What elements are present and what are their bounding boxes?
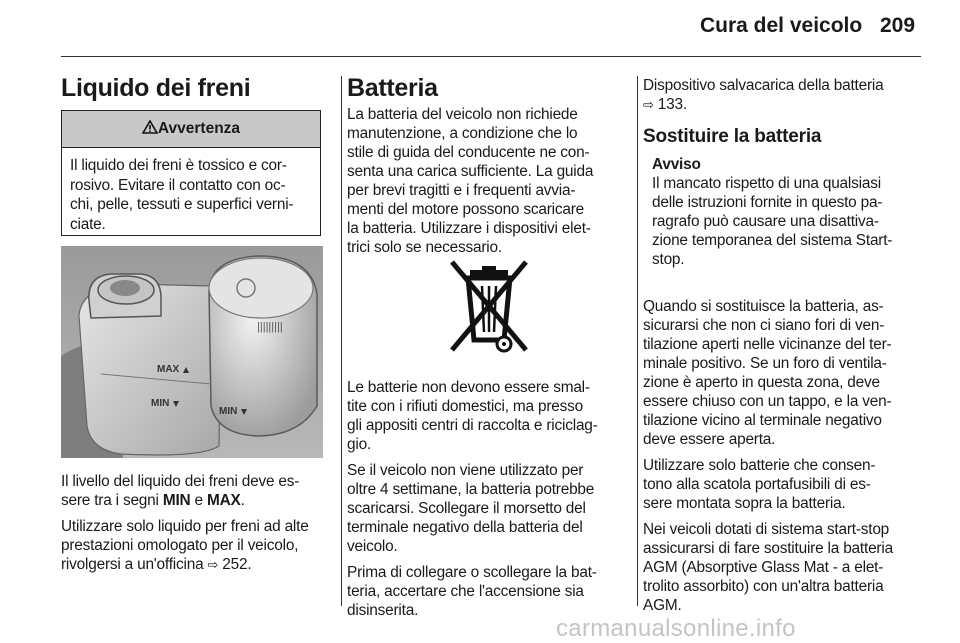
warning-box bbox=[61, 110, 321, 236]
replace-battery-title: Sostituire la batteria bbox=[643, 126, 822, 147]
page-reference-link[interactable]: 133. bbox=[657, 96, 687, 113]
brake-fluid-reservoir-photo bbox=[61, 246, 323, 458]
warning-line: rosivo. Evitare il contatto con oc- bbox=[70, 176, 286, 194]
page-number: 209 bbox=[880, 14, 916, 37]
column-divider-2 bbox=[637, 76, 638, 606]
replace-battery-text bbox=[643, 297, 927, 622]
warning-line: ciate. bbox=[70, 215, 106, 233]
header-title: Cura del veicolo bbox=[700, 14, 863, 37]
crossed-out-wheelie-bin-icon bbox=[432, 258, 546, 358]
warning-line: chi, pelle, tessuti e superfici verni- bbox=[70, 196, 294, 213]
battery-title: Batteria bbox=[347, 74, 438, 102]
warning-text bbox=[62, 148, 320, 234]
connect-paragraph: Prima di collegare o scollegare la bat- teria, accertare che l'accensione sia disinserita. bbox=[347, 564, 597, 619]
warning-line: Il liquido dei freni è tossico e cor- bbox=[70, 157, 287, 174]
battery-text bbox=[347, 378, 633, 627]
brake-fluid-title: Liquido dei freni bbox=[61, 74, 251, 102]
header-rule bbox=[61, 56, 921, 57]
min-mark-2: MIN bbox=[219, 406, 238, 417]
warning-triangle-icon bbox=[142, 120, 158, 134]
brake-fluid-text bbox=[61, 472, 327, 582]
page-reference-link[interactable]: 252. bbox=[222, 556, 252, 573]
column-divider-1 bbox=[341, 76, 342, 606]
page-reference-arrow-icon: ⇨ bbox=[643, 98, 654, 113]
battery-intro: La batteria del veicolo non richiede manutenzione, a condizione che lo stile di guida del conducente ne con- senta una carica sufficiente. La guida per brevi tragitti e i frequenti avvia- menti del motore possono scaricare la batteria. Utilizzare i dispositivi elet- trici solo se necessario. bbox=[347, 106, 594, 256]
max-mark: MAX bbox=[157, 364, 180, 375]
min-mark-1: MIN bbox=[151, 398, 170, 409]
fuse-paragraph: Utilizzare solo batterie che consen- tono alla scatola portafusibili di es- sere montata sopra la batteria. bbox=[643, 457, 876, 512]
disposal-paragraph: Le batterie non devono essere smal- tite con i rifiuti domestici, ma presso gli appositi centri di raccolta e riciclag- gio. bbox=[347, 379, 598, 453]
notice-block: Avviso Il mancato rispetto di una qualsiasi delle istruzioni fornite in questo pa- ragrafo può causare una disattiva- zione temporanea del sistema Start- stop. bbox=[652, 155, 926, 269]
battery-saver-paragraph: Dispositivo salvacarica della batteria ⇨ 133. bbox=[643, 77, 884, 113]
unused-paragraph: Se il veicolo non viene utilizzato per oltre 4 settimane, la batteria potrebbe scaricarsi. Scollegare il morsetto del terminale negativo della batteria del veicolo. bbox=[347, 462, 595, 555]
notice-label: Avviso bbox=[652, 156, 701, 173]
warning-header bbox=[62, 111, 320, 148]
page-reference-arrow-icon: ⇨ bbox=[207, 558, 219, 573]
agm-paragraph: Nei veicoli dotati di sistema start-stop assicurarsi di fare sostituire la batteria AGM (Absorptive Glass Mat - a elet- trolito assorbito) con un'altra batteria AGM. bbox=[643, 521, 893, 614]
level-paragraph: Il livello del liquido dei freni deve es- sere tra i segni MIN e MAX. bbox=[61, 473, 300, 509]
svg-text:|||||||||: ||||||||| bbox=[257, 321, 283, 333]
usage-paragraph: Utilizzare solo liquido per freni ad alte prestazioni omologato per il veicolo, rivolgersi a un'officina ⇨ 252. bbox=[61, 518, 309, 573]
watermark: carmanualsonline.info bbox=[556, 615, 796, 642]
vent-paragraph: Quando si sostituisce la batteria, as- sicurarsi che non ci siano fori di ven- tilazione aperti nelle vicinanze del ter- minale positivo. Se un foro di ventila- zione è aperto in questa zona, deve essere chiuso con un tappo, e la ven- tilazione vicino al terminale negativo deve essere aperta. bbox=[643, 298, 892, 448]
warning-label: Avvertenza bbox=[157, 120, 241, 137]
